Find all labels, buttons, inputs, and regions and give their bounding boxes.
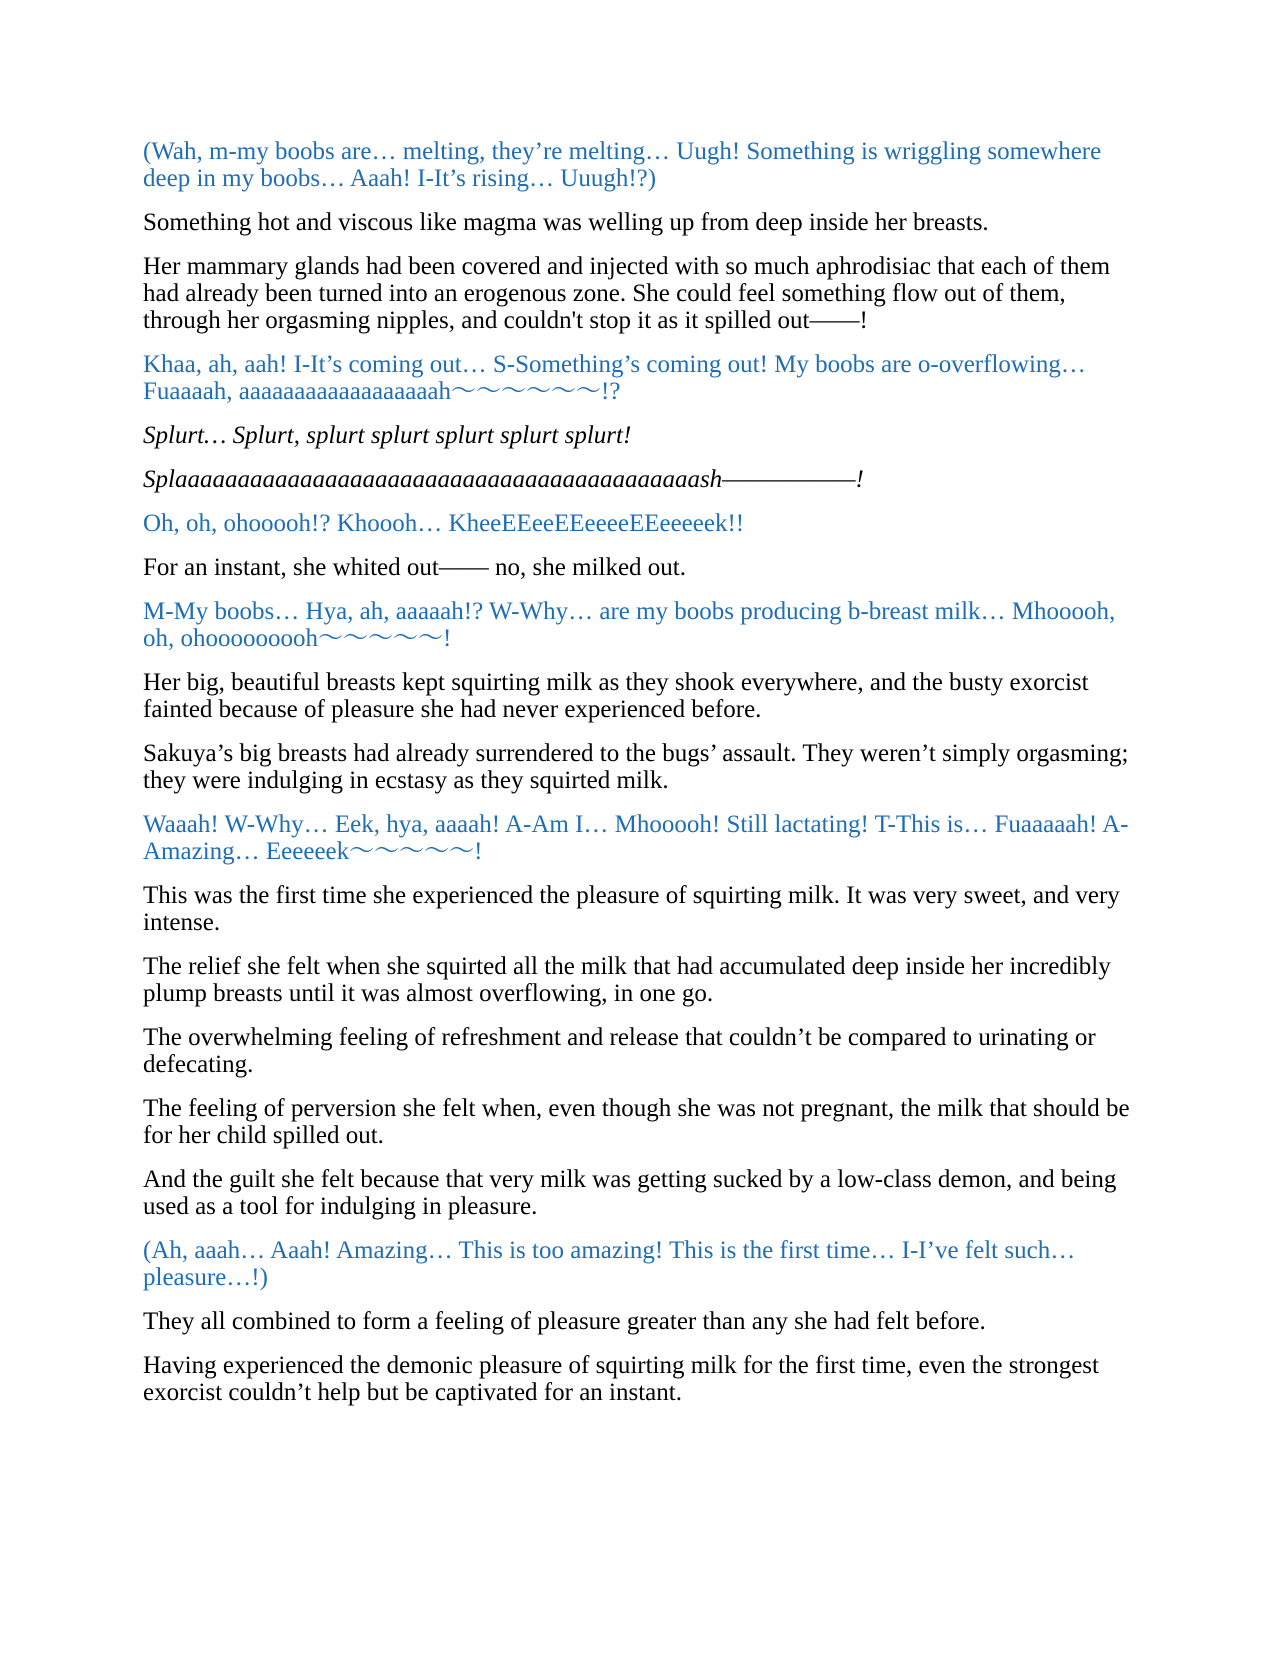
paragraph-narration-2: Her mammary glands had been covered and injected with so much aphrodisiac that each of them had already been turned into an erogenous zone. She could feel something flow out of them, through her orgasming nipples, and couldn't stop it as it spilled out——! — [143, 253, 1111, 334]
paragraph-narration-1: Something hot and viscous like magma was welling up from deep inside her breasts. — [143, 209, 989, 236]
paragraph-narration-7: The relief she felt when she squirted all the milk that had accumulated deep inside her incredibly plump breasts until it was almost overflowing, in one go. — [143, 953, 1111, 1007]
paragraph-narration-3: For an instant, she whited out—— no, she milked out. — [143, 554, 687, 581]
paragraph-sfx-1: Splurt… Splurt, splurt splurt splurt splurt splurt! — [143, 422, 632, 449]
paragraph-dialogue-6: (Ah, aaah… Aaah! Amazing… This is too amazing! This is the first time… I-I’ve felt such… pleasure…!) — [143, 1237, 1076, 1291]
paragraph-narration-9: The feeling of perversion she felt when, even though she was not pregnant, the milk that should be for her child spilled out. — [143, 1095, 1130, 1149]
paragraph-narration-8: The overwhelming feeling of refreshment and release that couldn’t be compared to urinating or defecating. — [143, 1024, 1096, 1078]
paragraph-narration-10: And the guilt she felt because that very milk was getting sucked by a low-class demon, and being used as a tool for indulging in pleasure. — [143, 1166, 1117, 1220]
paragraph-dialogue-5: Waaah! W-Why… Eek, hya, aaaah! A-Am I… Mhooooh! Still lactating! T-This is… Fuaaaaah! A-Amazing… Eeeeeek～～～～～! — [143, 811, 1129, 865]
paragraph-dialogue-1: (Wah, m-my boobs are… melting, they’re melting… Uugh! Something is wriggling somewhere deep in my boobs… Aaah! I-It’s rising… Uuugh!?) — [143, 138, 1102, 192]
paragraph-narration-11: They all combined to form a feeling of pleasure greater than any she had felt before. — [143, 1308, 986, 1335]
paragraph-sfx-2: Splaaaaaaaaaaaaaaaaaaaaaaaaaaaaaaaaaaaaaaaaaash——————! — [143, 466, 864, 493]
paragraph-dialogue-2: Khaa, ah, aah! I-It’s coming out… S-Something’s coming out! My boobs are o-overflowing… Fuaaaah, aaaaaaaaaaaaaaaaaah～～～～～～!? — [143, 351, 1086, 405]
paragraph-narration-5: Sakuya’s big breasts had already surrendered to the bugs’ assault. They weren’t simply orgasming; they were indulging in ecstasy as they squirted milk. — [143, 740, 1129, 794]
paragraph-narration-6: This was the first time she experienced the pleasure of squirting milk. It was very sweet, and very intense. — [143, 882, 1120, 936]
document-text-block — [143, 138, 1137, 1423]
paragraph-dialogue-3: Oh, oh, ohooooh!? Khoooh… KheeEEeeEEeeeeEEeeeeek!! — [143, 510, 745, 537]
paragraph-narration-12: Having experienced the demonic pleasure of squirting milk for the first time, even the strongest exorcist couldn’t help but be captivated for an instant. — [143, 1352, 1099, 1406]
paragraph-dialogue-4: M-My boobs… Hya, ah, aaaaah!? W-Why… are my boobs producing b-breast milk… Mhooooh, oh, ohooooooooh～～～～～! — [143, 598, 1116, 652]
paragraph-narration-4: Her big, beautiful breasts kept squirting milk as they shook everywhere, and the busty exorcist fainted because of pleasure she had never experienced before. — [143, 669, 1089, 723]
